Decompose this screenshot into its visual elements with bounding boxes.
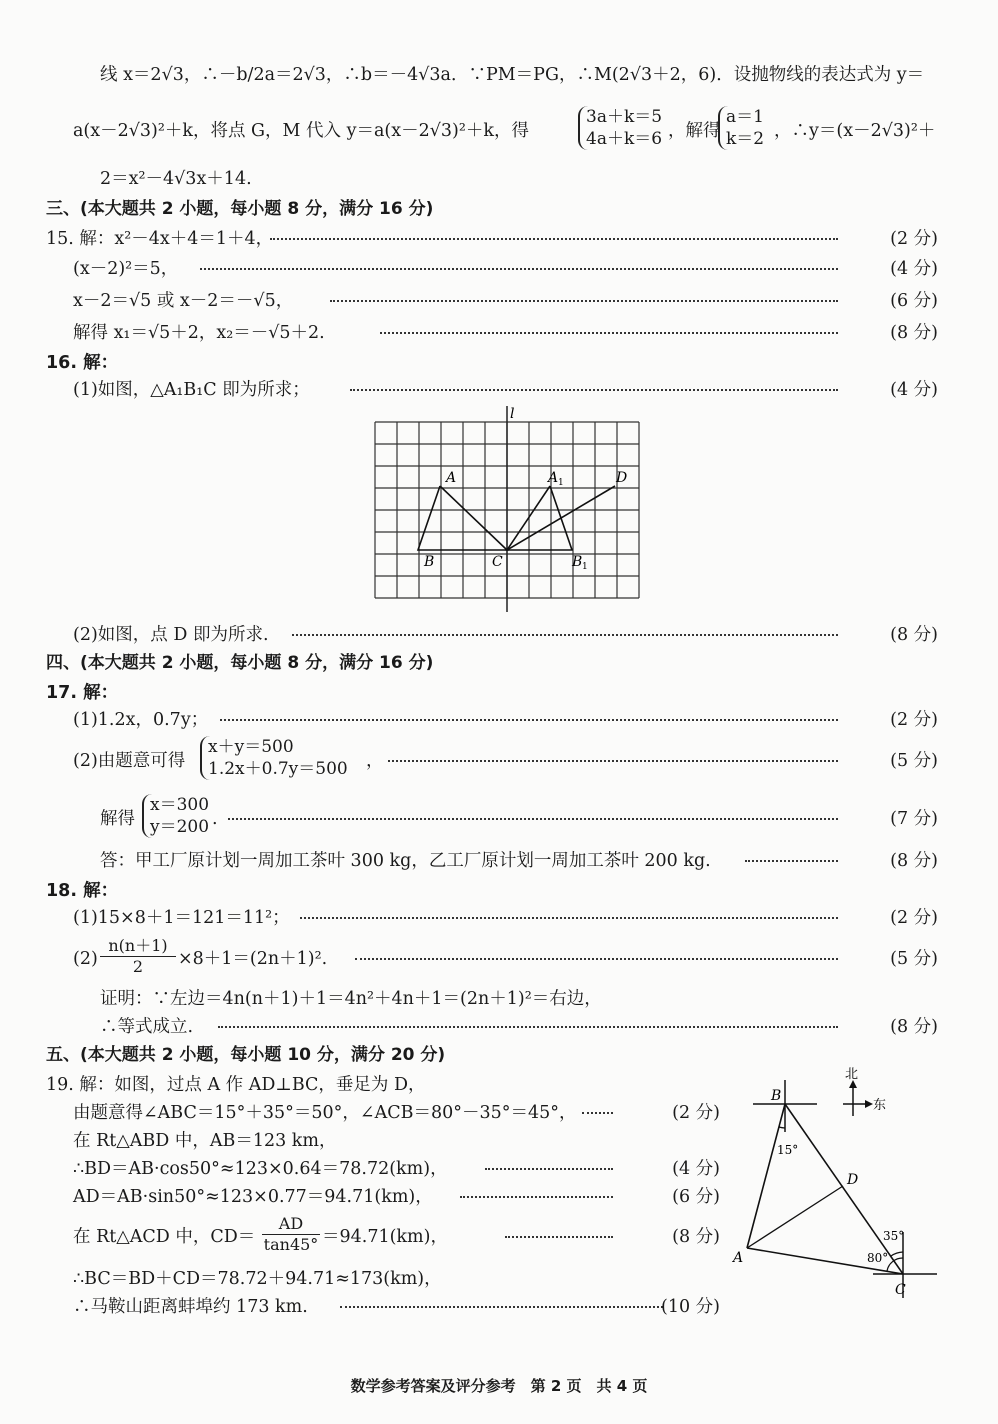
score: (10 分)	[661, 1297, 720, 1317]
dot-leader	[200, 268, 838, 270]
q16-part-2: (2)如图，点 D 即为所求. (8 分)	[0, 618, 998, 652]
score: (8 分)	[890, 323, 938, 343]
label-north: 北	[845, 1067, 859, 1082]
label-a1: A	[548, 470, 559, 486]
q17-system: x＋y＝500 1.2x＋0.7y＝500	[200, 736, 348, 780]
q17-part-1: (1)1.2x，0.7y； (2 分)	[0, 703, 998, 737]
arc-35	[891, 1252, 903, 1256]
dot-leader	[485, 1168, 613, 1170]
score: (6 分)	[890, 291, 938, 311]
dot-leader	[350, 389, 838, 391]
q19-line-3: 在 Rt△ABD 中，AB＝123 km，	[73, 1131, 337, 1151]
label-d: D	[847, 1172, 859, 1188]
q16-part-1: (1)如图，△A₁B₁C 即为所求； (4 分)	[0, 373, 998, 407]
intro-line-3	[0, 162, 998, 196]
label-angle-35: 35°	[883, 1229, 905, 1243]
label-d: D	[616, 470, 628, 486]
dot-leader	[330, 300, 838, 302]
score: (2 分)	[890, 710, 938, 730]
q15-line-3: x－2＝√5 或 x－2＝－√5， (6 分)	[0, 284, 998, 318]
q17-head: 17. 解：	[46, 683, 119, 703]
section-5-title: 五、(本大题共 2 小题，每小题 10 分，满分 20 分)	[46, 1045, 446, 1065]
score: (7 分)	[890, 809, 938, 829]
q19-line-5: AD＝AB·sin50°≈123×0.77＝94.71(km)， (6 分)	[0, 1180, 998, 1214]
q19-line-7: ∴BC＝BD＋CD＝78.72＋94.71≈173(km)，	[73, 1269, 442, 1289]
score: (5 分)	[890, 751, 938, 771]
label-east: 东	[873, 1098, 887, 1113]
q19-line-2: 由题意得∠ABC＝15°＋35°＝50°，∠ACB＝80°－35°＝45°， (2 分)	[0, 1096, 998, 1130]
label-a1-sub: 1	[558, 478, 564, 488]
dot-leader	[270, 238, 838, 240]
score: (2 分)	[890, 908, 938, 928]
q19-line-8: ∴马鞍山距离蚌埠约 173 km. (10 分)	[0, 1290, 998, 1324]
intro-text-2b: ，解得	[668, 121, 721, 141]
intro-text-3: 2＝x²－4√3x＋14.	[100, 169, 252, 189]
intro-sol-a: a＝1	[726, 107, 764, 127]
label-angle-15: 15°	[777, 1143, 799, 1157]
dot-leader	[380, 332, 838, 334]
label-b: B	[771, 1088, 782, 1104]
dot-leader	[745, 860, 838, 862]
q18-proof: 证明：∵左边＝4n(n＋1)＋1＝4n²＋4n＋1＝(2n＋1)²＝右边，	[100, 989, 602, 1009]
q19-line-1: 19. 解：如图，过点 A 作 AD⊥BC，垂足为 D，	[46, 1075, 426, 1095]
dot-leader	[460, 1196, 613, 1198]
intro-text-2c: ，∴y＝(x－2√3)²＋	[774, 121, 936, 141]
score: (4 分)	[890, 259, 938, 279]
label-a: A	[733, 1250, 744, 1266]
intro-text-1: 线 x＝2√3，∴－b/2a＝2√3，∴b＝－4√3a．∵PM＝PG，∴M(2√3＋2，6)．设抛物线的表达式为 y＝	[100, 65, 925, 85]
score: (8 分)	[890, 1017, 938, 1037]
score: (8 分)	[672, 1227, 720, 1247]
score: (8 分)	[890, 851, 938, 871]
dot-leader	[220, 719, 838, 721]
score: (5 分)	[890, 949, 938, 969]
dot-leader	[505, 1236, 613, 1238]
arc-80	[887, 1258, 903, 1271]
score: (6 分)	[672, 1187, 720, 1207]
intro-line-1	[0, 58, 998, 92]
q17-part-2: (2)由题意可得 ， (5 分)	[0, 744, 998, 778]
q19-line-6: 在 Rt△ACD 中，CD＝ ＝94.71(km)， (8 分)	[0, 1220, 998, 1254]
q15-line-4: 解得 x₁＝√5＋2，x₂＝－√5＋2. (8 分)	[0, 316, 998, 350]
section-4-title: 四、(本大题共 2 小题，每小题 8 分，满分 16 分)	[46, 653, 434, 673]
intro-sol-k: k＝2	[726, 129, 765, 149]
intro-sys-eq2: 4a＋k＝6	[586, 129, 663, 149]
east-arrow-icon	[865, 1100, 873, 1108]
score: (2 分)	[672, 1103, 720, 1123]
dot-leader	[218, 1026, 838, 1028]
dot-leader	[355, 958, 838, 960]
dot-leader	[388, 760, 838, 762]
score: (4 分)	[672, 1159, 720, 1179]
dot-leader	[582, 1112, 613, 1114]
q19-fraction: $\frac{AD}{\tan 45^\circ}$	[263, 1214, 319, 1254]
intro-text-2a: a(x－2√3)²＋k，将点 G，M 代入 y＝a(x－2√3)²＋k，得	[73, 121, 529, 141]
segment-cd	[507, 486, 615, 550]
label-c: C	[492, 554, 503, 570]
q18-head: 18. 解：	[46, 881, 119, 901]
q17-answer: 答：甲工厂原计划一周加工茶叶 300 kg，乙工厂原计划一周加工茶叶 200 kg. (8 分)	[0, 844, 998, 878]
page-footer: 数学参考答案及评分参考 第 2 页 共 4 页	[350, 1377, 648, 1395]
label-l: l	[510, 406, 515, 422]
section-3-title: 三、(本大题共 2 小题，每小题 8 分，满分 16 分)	[46, 199, 434, 219]
dot-leader	[340, 1306, 663, 1308]
q17-part-3: 解得 . (7 分)	[0, 802, 998, 836]
q18-fraction: $\frac{n(n+1)}{2}$	[100, 936, 176, 977]
segment-bc	[785, 1104, 903, 1274]
score: (4 分)	[890, 380, 938, 400]
q18-part-2: (2) ×8＋1＝(2n＋1)². (5 分)	[0, 942, 998, 976]
arc-15	[779, 1127, 785, 1128]
label-angle-80: 80°	[867, 1251, 889, 1265]
dot-leader	[292, 634, 838, 636]
label-c: C	[895, 1282, 906, 1298]
dot-leader	[300, 917, 838, 919]
q18-conclusion: ∴等式成立. (8 分)	[0, 1010, 998, 1044]
q19-line-4: ∴BD＝AB·cos50°≈123×0.64＝78.72(km)， (4 分)	[0, 1152, 998, 1186]
q15-line-1: 15. 解：x²－4x＋4＝1＋4， (2 分)	[0, 222, 998, 256]
intro-sys-eq1: 3a＋k＝5	[586, 107, 663, 127]
dot-leader	[228, 818, 838, 820]
score: (8 分)	[890, 625, 938, 645]
q15-line-2: (x－2)²＝5， (4 分)	[0, 252, 998, 286]
intro-line-2c	[0, 114, 998, 148]
label-b1-sub: 1	[582, 562, 588, 572]
label-a: A	[446, 470, 457, 486]
grid-figure	[360, 404, 650, 616]
q17-solution: x＝300 y＝200	[142, 794, 209, 838]
q16-head: 16. 解：	[46, 353, 119, 373]
navigation-figure	[725, 1062, 965, 1308]
q18-part-1: (1)15×8＋1＝121＝11²； (2 分)	[0, 901, 998, 935]
label-b1: B	[572, 554, 583, 570]
score: (2 分)	[890, 229, 938, 249]
label-b: B	[424, 554, 435, 570]
